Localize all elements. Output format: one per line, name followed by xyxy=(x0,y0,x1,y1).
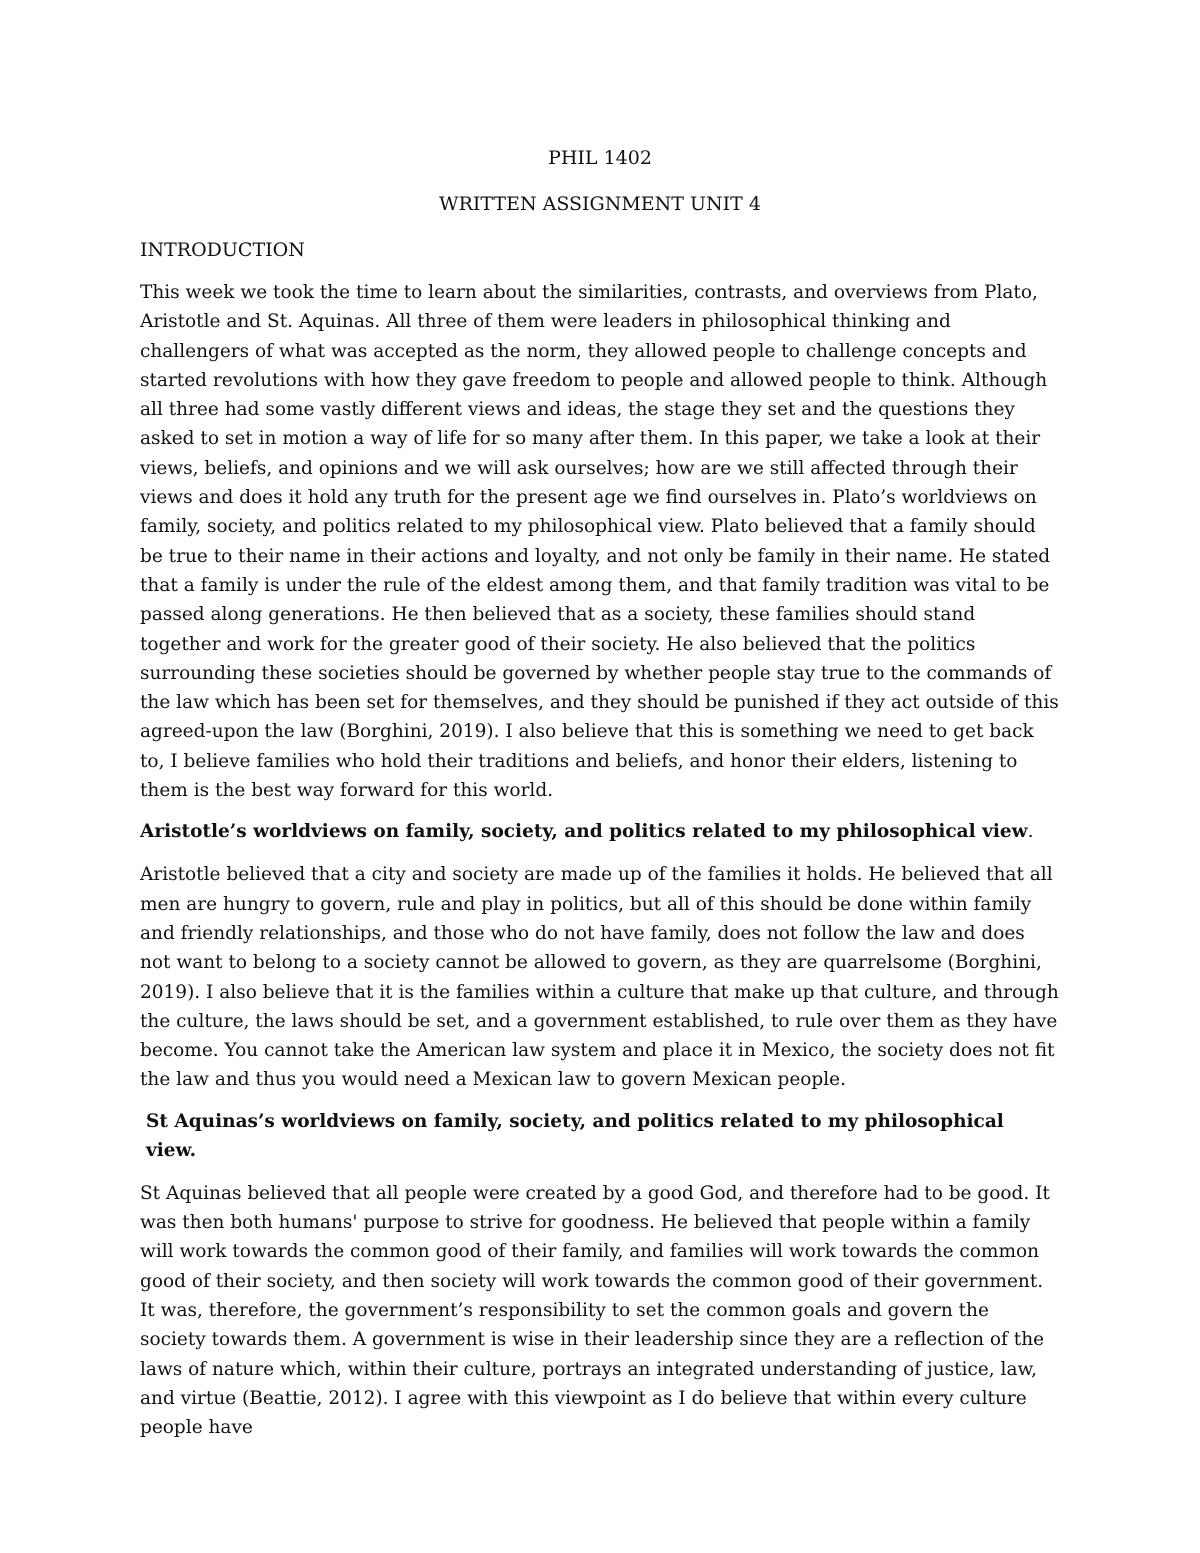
assignment-title: WRITTEN ASSIGNMENT UNIT 4 xyxy=(439,193,761,215)
aristotle-paragraph: Aristotle believed that a city and society are made up of the families it holds. He believed that all men are hungry to govern, rule and play in politics, but all of this should be done within family and friendly relationships, and those who do not have family, does not follow the law and does not want to belong to a society cannot be allowed to govern, as they are quarrelsome (Borghini, 2019). I also believe that it is the families within a culture that make up that culture, and through the culture, the laws should be set, and a government established, to rule over them as they have become. You cannot take the American law system and place it in Mexico, the society does not fit the law and thus you would need a Mexican law to govern Mexican people. xyxy=(140,864,1059,1091)
aquinas-heading: St Aquinas’s worldviews on family, society, and politics related to my philosophical view. xyxy=(146,1110,1004,1161)
aquinas-paragraph: St Aquinas believed that all people were created by a good God, and therefore had to be good. It was then both humans' purpose to strive for goodness. He believed that people within a family will work towards the common good of their family, and families will work towards the common good of their society, and then society will work towards the common good of their government. It was, therefore, the government’s responsibility to set the common goals and govern the society towards them. A government is wise in their leadership since they are a reflection of the laws of nature which, within their culture, portrays an integrated understanding of justice, law, and virtue (Beattie, 2012). I agree with this viewpoint as I do believe that within every culture people have xyxy=(140,1182,1050,1439)
introduction-paragraph: This week we took the time to learn about the similarities, contrasts, and overviews from Plato, Aristotle and St. Aquinas. All three of them were leaders in philosophical thinking and challengers of what was accepted as the norm, they allowed people to challenge concepts and started revolutions with how they gave freedom to people and allowed people to think. Although all three had some vastly different views and ideas, the stage they set and the questions they asked to set in motion a way of life for so many after them. In this paper, we take a look at their views, beliefs, and opinions and we will ask ourselves; how are we still affected through their views and does it hold any truth for the present age we find ourselves in. Plato’s worldviews on family, society, and politics related to my philosophical view. Plato believed that a family should be true to their name in their actions and loyalty, and not only be family in their name. He stated that a family is under the rule of the eldest among them, and that family tradition was vital to be passed along generations. He then believed that as a society, these families should stand together and work for the greater good of their society. He also believed that the politics surrounding these societies should be governed by whether people stay true to the commands of the law which has been set for themselves, and they should be punished if they act outside of this agreed-upon the law (Borghini, 2019). I also believe that this is something we need to get back to, I believe families who hold their traditions and beliefs, and honor their elders, listening to them is the best way forward for this world. xyxy=(140,282,1059,802)
aristotle-heading xyxy=(140,817,1060,846)
introduction-heading: INTRODUCTION xyxy=(140,239,305,261)
document-body xyxy=(140,140,1060,1442)
aristotle-heading-text: Aristotle’s worldviews on family, society, and politics related to my philosophical view xyxy=(140,821,1028,843)
course-title: PHIL 1402 xyxy=(548,147,652,169)
aristotle-heading-period: . xyxy=(1027,821,1034,843)
